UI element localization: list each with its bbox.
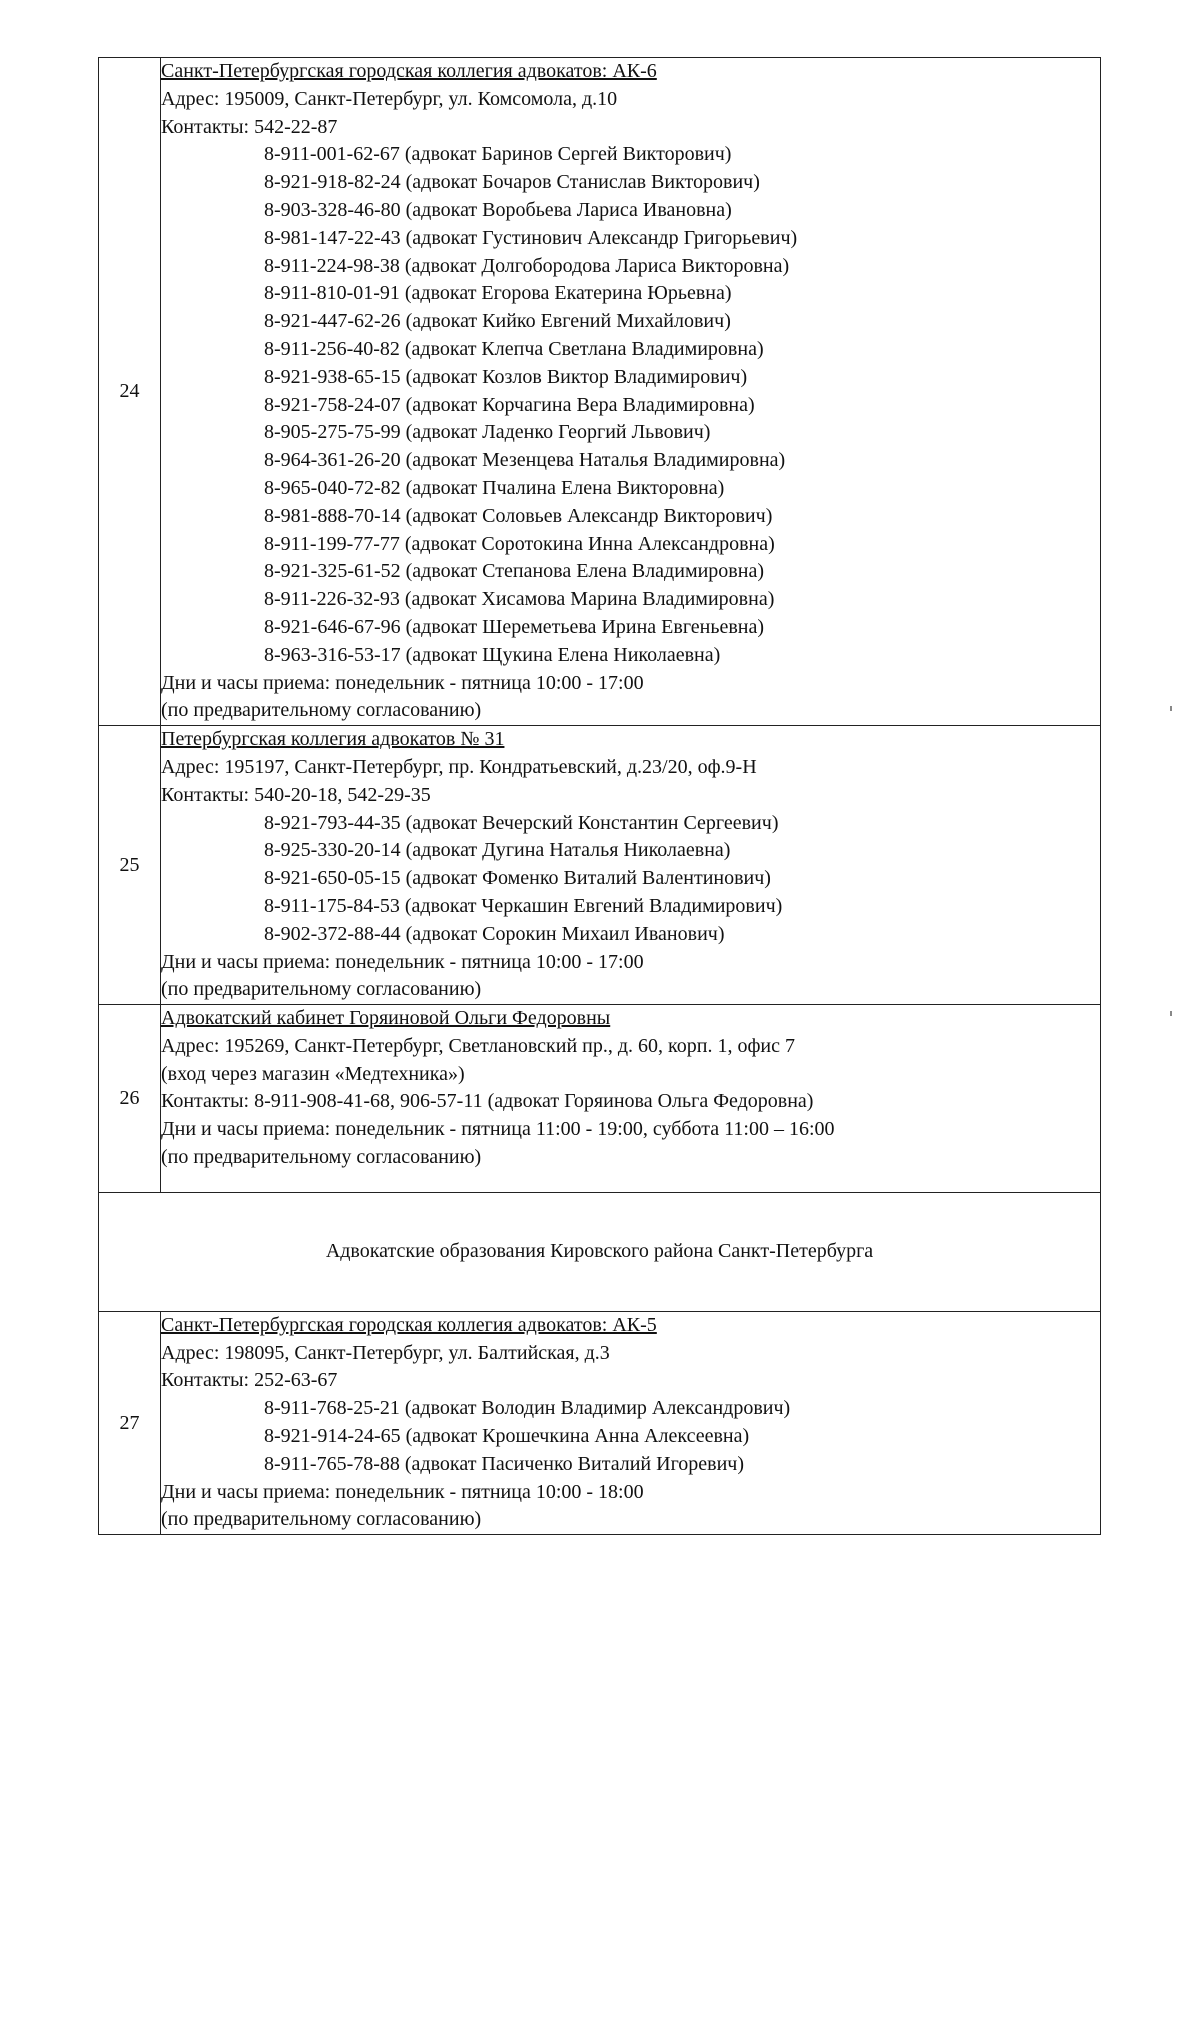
- scan-speck: [1170, 706, 1172, 711]
- org-address-extra: (вход через магазин «Медтехника»): [161, 1062, 465, 1085]
- list-item: 8-911-768-25-21 (адвокат Володин Владимир Александрович): [264, 1397, 791, 1420]
- scan-speck: [1170, 1011, 1172, 1016]
- list-item: 8-925-330-20-14 (адвокат Дугина Наталья Николаевна): [264, 839, 731, 862]
- entry-details: [161, 726, 1101, 1005]
- org-note: (по предварительному согласованию): [161, 1508, 482, 1531]
- list-item: 8-963-316-53-17 (адвокат Щукина Елена Николаевна): [264, 643, 721, 666]
- org-hours: Дни и часы приема: понедельник - пятница 10:00 - 17:00: [161, 671, 644, 694]
- list-item: 8-911-226-32-93 (адвокат Хисамова Марина Владимировна): [264, 588, 775, 611]
- list-item: 8-903-328-46-80 (адвокат Воробьева Лариса Ивановна): [264, 198, 732, 221]
- list-item: 8-911-256-40-82 (адвокат Клепча Светлана Владимировна): [264, 337, 764, 360]
- lawyer-list: [161, 141, 1100, 669]
- list-item: 8-911-001-62-67 (адвокат Баринов Сергей Викторович): [264, 143, 732, 166]
- entry-number: 26: [99, 1005, 161, 1193]
- org-name: Петербургская коллегия адвокатов № 31: [161, 728, 505, 751]
- org-contacts: Контакты: 252-63-67: [161, 1369, 338, 1392]
- entry-details: [161, 1311, 1101, 1534]
- entry-number: 27: [99, 1311, 161, 1534]
- list-item: 8-921-758-24-07 (адвокат Корчагина Вера Владимировна): [264, 393, 755, 416]
- list-item: 8-965-040-72-82 (адвокат Пчалина Елена Викторовна): [264, 476, 725, 499]
- org-name: Санкт-Петербургская городская коллегия адвокатов: АК-5: [161, 1313, 657, 1336]
- list-item: 8-981-888-70-14 (адвокат Соловьев Александр Викторович): [264, 504, 773, 527]
- entry-number: 24: [99, 58, 161, 726]
- org-note: (по предварительному согласованию): [161, 978, 482, 1001]
- org-contacts: Контакты: 540-20-18, 542-29-35: [161, 783, 431, 806]
- list-item: 8-921-793-44-35 (адвокат Вечерский Константин Сергеевич): [264, 811, 779, 834]
- list-item: 8-911-224-98-38 (адвокат Долгобородова Лариса Викторовна): [264, 254, 790, 277]
- list-item: 8-905-275-75-99 (адвокат Ладенко Георгий Львович): [264, 421, 711, 444]
- list-item: 8-964-361-26-20 (адвокат Мезенцева Наталья Владимировна): [264, 449, 786, 472]
- list-item: 8-921-938-65-15 (адвокат Козлов Виктор Владимирович): [264, 365, 748, 388]
- org-hours: Дни и часы приема: понедельник - пятница 11:00 - 19:00, суббота 11:00 – 16:00: [161, 1118, 835, 1141]
- org-name: Адвокатский кабинет Горяиновой Ольги Федоровны: [161, 1007, 611, 1030]
- list-item: 8-921-918-82-24 (адвокат Бочаров Станислав Викторович): [264, 171, 760, 194]
- org-address: Адрес: 198095, Санкт-Петербург, ул. Балтийская, д.3: [161, 1341, 610, 1364]
- entry-number: 25: [99, 726, 161, 1005]
- list-item: 8-911-175-84-53 (адвокат Черкашин Евгений Владимирович): [264, 894, 783, 917]
- entry-details: [161, 58, 1101, 726]
- org-address: Адрес: 195269, Санкт-Петербург, Светлановский пр., д. 60, корп. 1, офис 7: [161, 1034, 795, 1057]
- list-item: 8-911-810-01-91 (адвокат Егорова Екатерина Юрьевна): [264, 282, 732, 305]
- org-address: Адрес: 195197, Санкт-Петербург, пр. Кондратьевский, д.23/20, оф.9-Н: [161, 755, 757, 778]
- table-row: [99, 1005, 1101, 1193]
- list-item: 8-911-765-78-88 (адвокат Пасиченко Виталий Игоревич): [264, 1452, 745, 1475]
- lawyer-list: [161, 810, 1100, 949]
- list-item: 8-921-650-05-15 (адвокат Фоменко Виталий Валентинович): [264, 867, 771, 890]
- org-hours: Дни и часы приема: понедельник - пятница 10:00 - 17:00: [161, 950, 644, 973]
- list-item: 8-911-199-77-77 (адвокат Соротокина Инна Александровна): [264, 532, 775, 555]
- section-heading: Адвокатские образования Кировского района Санкт-Петербурга: [99, 1192, 1101, 1311]
- lawyer-list: [161, 1395, 1100, 1478]
- list-item: 8-921-646-67-96 (адвокат Шереметьева Ирина Евгеньевна): [264, 615, 765, 638]
- table-row: [99, 1311, 1101, 1534]
- org-note: (по предварительному согласованию): [161, 699, 482, 722]
- table-row: [99, 1192, 1101, 1311]
- org-note: (по предварительному согласованию): [161, 1146, 482, 1169]
- list-item: 8-902-372-88-44 (адвокат Сорокин Михаил Иванович): [264, 922, 725, 945]
- list-item: 8-921-914-24-65 (адвокат Крошечкина Анна Алексеевна): [264, 1425, 750, 1448]
- table-row: [99, 726, 1101, 1005]
- list-item: 8-921-447-62-26 (адвокат Кийко Евгений Михайлович): [264, 310, 731, 333]
- org-contacts: Контакты: 542-22-87: [161, 115, 338, 138]
- table-row: [99, 58, 1101, 726]
- list-item: 8-921-325-61-52 (адвокат Степанова Елена Владимировна): [264, 560, 764, 583]
- org-name: Санкт-Петербургская городская коллегия адвокатов: АК-6: [161, 60, 657, 82]
- list-item: 8-981-147-22-43 (адвокат Густинович Александр Григорьевич): [264, 226, 798, 249]
- entry-details: [161, 1005, 1101, 1193]
- org-address: Адрес: 195009, Санкт-Петербург, ул. Комсомола, д.10: [161, 87, 618, 110]
- lawyers-table: [98, 57, 1101, 1535]
- org-contacts: Контакты: 8-911-908-41-68, 906-57-11 (адвокат Горяинова Ольга Федоровна): [161, 1090, 814, 1113]
- org-hours: Дни и часы приема: понедельник - пятница 10:00 - 18:00: [161, 1480, 644, 1503]
